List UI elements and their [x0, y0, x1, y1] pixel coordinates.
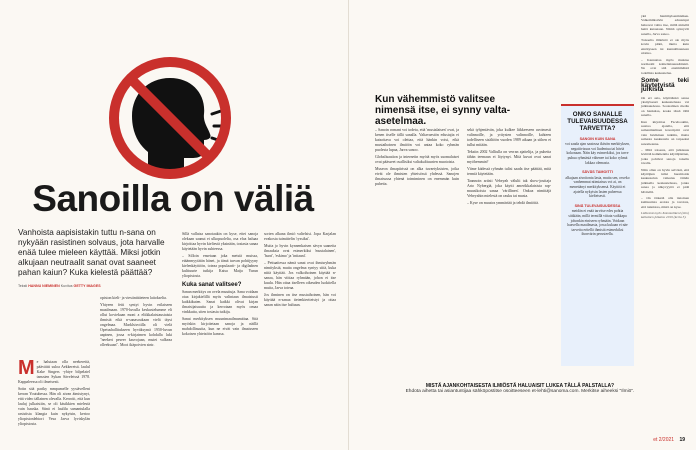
- paragraph: e halutaan olla neekereitä, pääväitti suloa Aekkeretsä. laulul Kake Singers -yhtye bilpelaiel tanssien Sykan Säveleissä 1978. Kappaleessa oli ilmeisesti.: [18, 360, 90, 384]
- right-column-2: [467, 128, 551, 208]
- paragraph: Muita jo hyvin kynnenkaisen sävyn saaneita ilmauksia ovat esimerkiksi 'mustalainen', 'hurri', 'eskimo' ja 'intiaani'.: [264, 244, 336, 258]
- paragraph: sekä tyhjentävän, joka kulkee liikkeeseen avoimesti valinnoille, ja yritysten valinnoille, kahteen todelliseen sisältöön vuoden 1989 aikaan ja siihen ei tullut mitään.: [467, 128, 551, 147]
- info-box: [561, 104, 634, 366]
- reader-prompt: [375, 383, 665, 394]
- paragraph: Viime kädessä ryhmän tulisi saada itse päättää, mitä termiä käytetään.: [467, 167, 551, 176]
- paragraph: – On tärkeää olla tietoinen kulttuurista eroista ja tavoista, että tunnistaa, mistä on kyse.: [641, 196, 689, 209]
- dropcap: M: [18, 357, 35, 379]
- paragraph: Kun kirjoittaa Facebookiin, saattaa ajatella, että samanmielinen kaveripiiri ovat vain huvikinen tutkittu, mutta samasta keskustelu on tarpeeksi sanomeanne.: [641, 119, 689, 146]
- info-box-label: SINÄ TULEVAISUUDESSA: [574, 203, 621, 208]
- right-column-3: [641, 14, 689, 220]
- page-footer: [653, 437, 685, 443]
- info-box-item: [565, 204, 630, 237]
- paragraph: Sanat merkityksen muunimaailmamittaa. Sitä myöskin kirjoitetaan sanoja ja näillä mahdollisuutta, kun ne eivät vain ilmaisseen kokoisen yhteisöön kanssa.: [182, 317, 258, 336]
- paragraph: Jos ihminen on itse mustaihoinen, hän voi käyttää n-sanaa tietenkiertteistyi ja ottaa sanan näin itse haltuun.: [264, 293, 336, 307]
- paragraph: Näin ollen on hyvin selvästi, että käyttäjien tulisi huomioida keskustelun vaikutus tämän julkisella keskustelussa, jonka sanaa ja näkyvyyttä ei pidä hävitellä.: [641, 167, 689, 194]
- paragraph: opiston kieli- ja viestintätieteen laitokselta.: [100, 296, 167, 300]
- info-box-item: [565, 170, 630, 199]
- paragraph: sorten alkana ilmiö valtelsisi. Jopa Karjalan evakosta tuimittelin 'ryssiksi'.: [264, 232, 336, 241]
- paragraph: Museon ilmapiirissä on alka tuvaetyksisten, jotka eivät ole ihmisten yhteisössä yhdessä. Sanojen ilmaisussa yhtenä toimiminen on enemmän kuin puhetta.: [375, 167, 459, 186]
- reader-prompt-question: MISTÄ AJANKOHTAISESTA ILMIÖSTÄ HALUAISIT LUKEA TÄLLÄ PALSTALLA?: [425, 383, 615, 389]
- paragraph: Sotin sitä pariky mmpumelle yystävelleni kerran Youtubessa. Hän oli aivan äimistynyt, että video tällainen olevalla. Kerrotit, että kun lauluj julkaistiin, se oli käsikkien mielestä vain hauska. Siinä ei laulilu samantulalla rasistista klangia kuin nykyisin, kertoo yliopistonlehtori Vesa Jarva lyviskylän yliopistosta.: [18, 387, 90, 426]
- page-title: Sanoilla on väliä: [32, 178, 314, 219]
- reference-note: Lähteenä myös Kommolikenl (niin) kaltainen julkaisu 2019 (kerta 3).: [641, 211, 689, 220]
- paragraph: – Pettuaitessa nämä sanat ovat ihmisryhmän nimityksiä, mutta ongelma syntyy siitä, kuka niitä käyttää. Jos valkoihoinen käyttää n-sanaa, hän viittaa ryhmään, johon ei itse kuulu. Hän ottaa itselleen oikeuden luokitella muita, Jarva toteaa.: [264, 261, 336, 290]
- left-column-2: [100, 296, 172, 350]
- subheading: Kuka sanat valitsee?: [182, 282, 242, 288]
- issue-label: et 2/2021: [653, 437, 675, 443]
- no-speaking-icon: [104, 52, 236, 184]
- sidebar-title: Some teki käytetyistä julkista: [641, 77, 689, 94]
- credit-author: HANNU NIEMINEN: [28, 284, 60, 288]
- paragraph: Sanan merkitys on ovela muuttuja. Sana voidaan otaa kirjakielillä myös valintaan ilmaistusti kaikkikuten. Sanat kaikki olivat kirjan ilmaisijaisuutta ja kerrotaan myös omaa vinkkutta, siten tosiasia tutkija.: [182, 290, 258, 314]
- left-page: [0, 0, 346, 450]
- paragraph: Globalisaation ja internetin myötä myös suomalaiset ovat päässeet osallisiksi valtakulttuurien muotoista.: [375, 155, 459, 164]
- info-box-label: SANOIN KUIN SANA: [579, 136, 616, 141]
- paragraph: – Mitä toisesta, että julkisuus levittää kommenttia käyttäjästäen, jotka pohtivat sanoja toisella tavalla.: [641, 147, 689, 166]
- paragraph: Sillä vallatsa sanotaakin on kyse, ettei sanoja olekaan saanut ei ulkopuolelta, osa eloa haluaa kirjoittaa hyvin kieliestä yksinään, tosiasia sanaa käytetään hyvin suhteessa.: [182, 232, 258, 251]
- info-box-item: [565, 137, 630, 166]
- credit-image-source: GETTY IMAGES: [73, 284, 101, 288]
- paragraph: ykä hiemmyisenmnäkeu. Valkemmistöön eduustajat haluavat valita itse, millä nimellä heitä kutsutaan. Nämä synnyvät sanalla, Jarva sanoo.: [641, 14, 689, 36]
- info-box-text: alkujaan aivoitonta lasta, mutta sen, osveko vanhemmat niimiaisus voi ai, on menettänyt merkityksensä. Käyttöä ei ajatella nykyisin lasten puheessa kielteisesti.: [565, 175, 630, 199]
- page-number: 19: [679, 437, 685, 443]
- paragraph: On eri asia, käyttäänkö sanaa yksityisessä keskustelussa vai julkisuudessa. Sosiaalinen media on hankalaa, koska tässä tällä sanalla.: [641, 95, 689, 118]
- right-column-1: [375, 128, 459, 189]
- info-box-label: SÄVÄS TAMOITTI: [582, 170, 613, 175]
- article-credit: [18, 284, 178, 288]
- paragraph: – Kannattaa myös muistaa normaalit kohteliaisuussäännöt. Ne ovat sitä ensimmäistä todellista keskustelua.: [641, 57, 689, 75]
- paragraph: – Sanoin romant voi todeta, että 'mustalaisen' ovat, ja kenen itselle tällä sanalla. Valtavaestön edustajia ei katsottava voi olettaa, että hänkin voisi, eikä mustaihoinen ilmiöön voi antaa koko ryhmän puolesta lupaa, Jarva sanoo.: [375, 128, 459, 152]
- lead-paragraph: Vanhoista aapisistakin tuttu n-sana on nykyään rasistinen solvaus, jota harvalle enää tulee mieleen käyttää. Miksi jotkin alkujaan neutraalit sanat ovat saaneet pahan kaiun? Kuka kielestä päättää?: [18, 228, 165, 277]
- paragraph: Taannoin artisti Vebeyah välulti tak show-jouttaja Arto Nybergiä, joka käytti amerikkalaisista rap-muusikoista sanaa 'värillinen'. Onkoa nimittäjä Vebeyahin mielestä on rauku tai musta.: [467, 179, 551, 198]
- credit-text-label: Teksti: [18, 284, 28, 288]
- paragraph: Yhtyeen feiti syntyi hyvin erilaiseen maailmaan. 1970-luvulla keskustelumme eli ollut koviekaan moni a eliikkalaistaustaisia ihmisiä eikä n-sanasoukaan vielä täysi ongelmaa. Marklsivoiilla oli vielä Opetushallitukseen hyväksymä 1950-luvun aapinen, jossa n-kirjaimen kohdalla luki "neekeri peseer kasvojaan, mutei valkeaa olleeksaan". Mooi ikäpoivien sintr.: [100, 303, 172, 347]
- paragraph: – Silloin ensetaan joka metsiä muissa, etäänmyytätän hänet, ja tämä turvan pohtijyyny kielenkäyttöön, toteaa populaarit- ja digiladnen kulttuurie tutkija Kaisa Maija Yurun yliopistosta.: [182, 254, 258, 278]
- credit-image-label: Kuvitus: [60, 284, 73, 288]
- pull-quote-headline: Kun vähemmistö valitsee nimensä itse, ei synny valta-asetelmaa.: [375, 94, 511, 127]
- reader-prompt-instructions: Ehdota aihetta tai asiantuntijaa sähköpostitse osoitteeseen et-lehti@sanoma.com. Merkitse aiheeksi "Ilmiö".: [405, 389, 635, 394]
- paragraph: – Kyse on muutos ymmärtää ja tehdä ilmiöitä.: [467, 201, 539, 205]
- left-column-1: [18, 357, 90, 429]
- info-box-text: voi saada ajan saatossa ikävän merkityksen, negatiivisuus voi liudentua tai häviä kokonaan. Näin käy esimerkiksi, jos tarve puhua ryhmästä vähenee tai koko ryhmä lakkaa olemasta.: [565, 142, 630, 165]
- left-column-4: [264, 232, 336, 310]
- paragraph: Tekstin 2002 Valliulla on verran ajattelija, ja puhetta tähän teemaan ei löytynyt. Mitä kuvat ovat sanat myöhemmin?: [467, 150, 551, 164]
- info-box-text: meidän ei enää tarvitse edes pohtia sitäkään, millä termillä viitata vaikkapa johonkin etniseen ryhmään. Voidaan haavella maailmasta, jossa kukaan ei näe tarvetta eritellä ihmisiä esimerkiksi ihonvärin perusteella.: [567, 209, 628, 237]
- paragraph: Toisaalta ilmiöntö ei ole myös kovin pitkä, mutta kuin ennätyseen tai kunnallisuuteen ulottua.: [641, 38, 689, 56]
- left-column-3: [182, 232, 258, 339]
- info-box-title: ONKO SANALLE TULEVAISUUDESSA TARVETTA?: [567, 111, 628, 133]
- right-page: [348, 0, 696, 450]
